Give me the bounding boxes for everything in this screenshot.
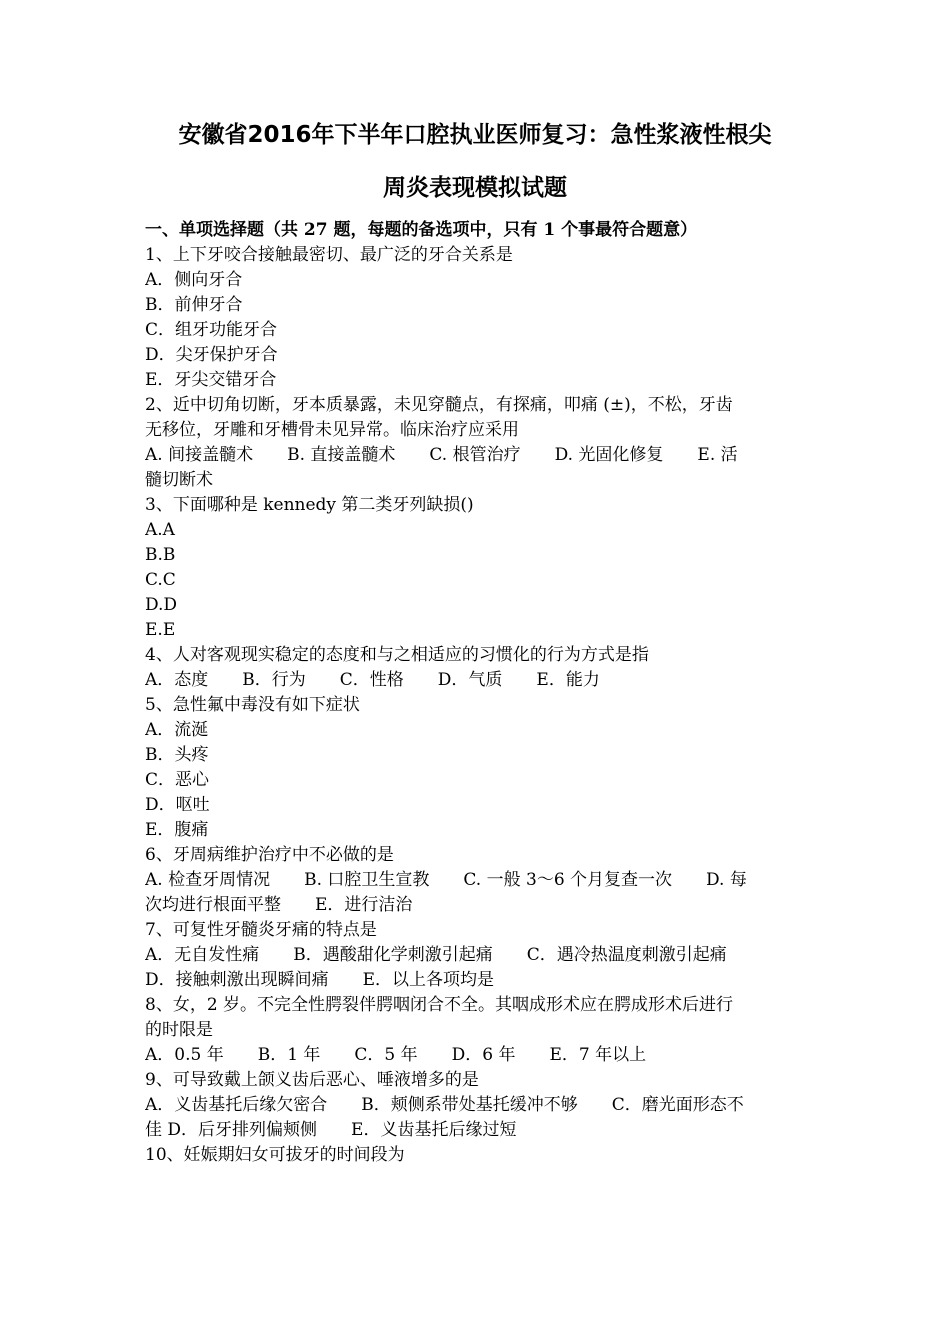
- text-line: D．接触刺激出现瞬间痛 E．以上各项均是: [145, 970, 495, 990]
- text-line: 4、人对客观现实稳定的态度和与之相适应的习惯化的行为方式是指: [145, 645, 649, 665]
- text-line: 9、可导致戴上颌义齿后恶心、唾液增多的是: [145, 1070, 479, 1090]
- text-line: 5、急性氟中毒没有如下症状: [145, 695, 360, 715]
- text-line: 6、牙周病维护治疗中不必做的是: [145, 845, 394, 865]
- text-line: A.A: [145, 520, 175, 540]
- text-line: A．态度 B．行为 C．性格 D．气质 E．能力: [145, 670, 600, 690]
- text-line: 3、下面哪种是 kennedy 第二类牙列缺损(): [145, 495, 474, 515]
- text-line: 佳 D．后牙排列偏颊侧 E．义齿基托后缘过短: [145, 1120, 517, 1140]
- text-line: D．尖牙保护牙合: [145, 345, 278, 365]
- text-line: C．组牙功能牙合: [145, 320, 278, 340]
- text-line: 的时限是: [145, 1020, 213, 1040]
- text-line: 1、上下牙咬合接触最密切、最广泛的牙合关系是: [145, 245, 513, 265]
- text-line: 10、妊娠期妇女可拔牙的时间段为: [145, 1145, 405, 1165]
- text-line: A．义齿基托后缘欠密合 B．颊侧系带处基托缓冲不够 C．磨光面形态不: [145, 1095, 744, 1115]
- text-line: A．0.5 年 B．1 年 C．5 年 D．6 年 E．7 年以上: [145, 1045, 647, 1065]
- text-line: A．侧向牙合: [145, 270, 243, 290]
- text-line: B.B: [145, 545, 176, 565]
- text-line: D.D: [145, 595, 178, 615]
- text-line: E．腹痛: [145, 820, 209, 840]
- text-line: 7、可复性牙髓炎牙痛的特点是: [145, 920, 377, 940]
- text-line: C．恶心: [145, 770, 210, 790]
- text-line: 髓切断术: [145, 470, 213, 490]
- text-line: 2、近中切角切断，牙本质暴露，未见穿髓点，有探痛，叩痛 (±)，不松，牙齿: [145, 395, 733, 415]
- text-line: B．头疼: [145, 745, 209, 765]
- text-line: E.E: [145, 620, 176, 640]
- document-title-line-1: 安徽省2016年下半年口腔执业医师复习：急性浆液性根尖: [178, 122, 772, 148]
- text-line: 无移位，牙雕和牙槽骨未见异常。临床治疗应采用: [145, 420, 519, 440]
- section-heading: 一、单项选择题（共 27 题，每题的备选项中，只有 1 个事最符合题意）: [145, 220, 698, 240]
- text-line: A．流涎: [145, 720, 209, 740]
- text-line: D．呕吐: [145, 795, 210, 815]
- document-body: [145, 218, 810, 1168]
- text-line: C.C: [145, 570, 176, 590]
- text-line: B．前伸牙合: [145, 295, 243, 315]
- document-title-line-2: 周炎表现模拟试题: [383, 175, 567, 201]
- text-line: E．牙尖交错牙合: [145, 370, 277, 390]
- text-line: A．无自发性痛 B．遇酸甜化学刺激引起痛 C．遇冷热温度刺激引起痛: [145, 945, 727, 965]
- text-line: A. 间接盖髓术 B. 直接盖髓术 C. 根管治疗 D. 光固化修复 E. 活: [145, 445, 738, 465]
- text-line: 8、女，2 岁。不完全性腭裂伴腭咽闭合不全。其咽成形术应在腭成形术后进行: [145, 995, 734, 1015]
- text-line: 次均进行根面平整 E．进行洁治: [145, 895, 413, 915]
- text-line: A. 检查牙周情况 B. 口腔卫生宣教 C. 一般 3～6 个月复查一次 D. 每: [145, 870, 747, 890]
